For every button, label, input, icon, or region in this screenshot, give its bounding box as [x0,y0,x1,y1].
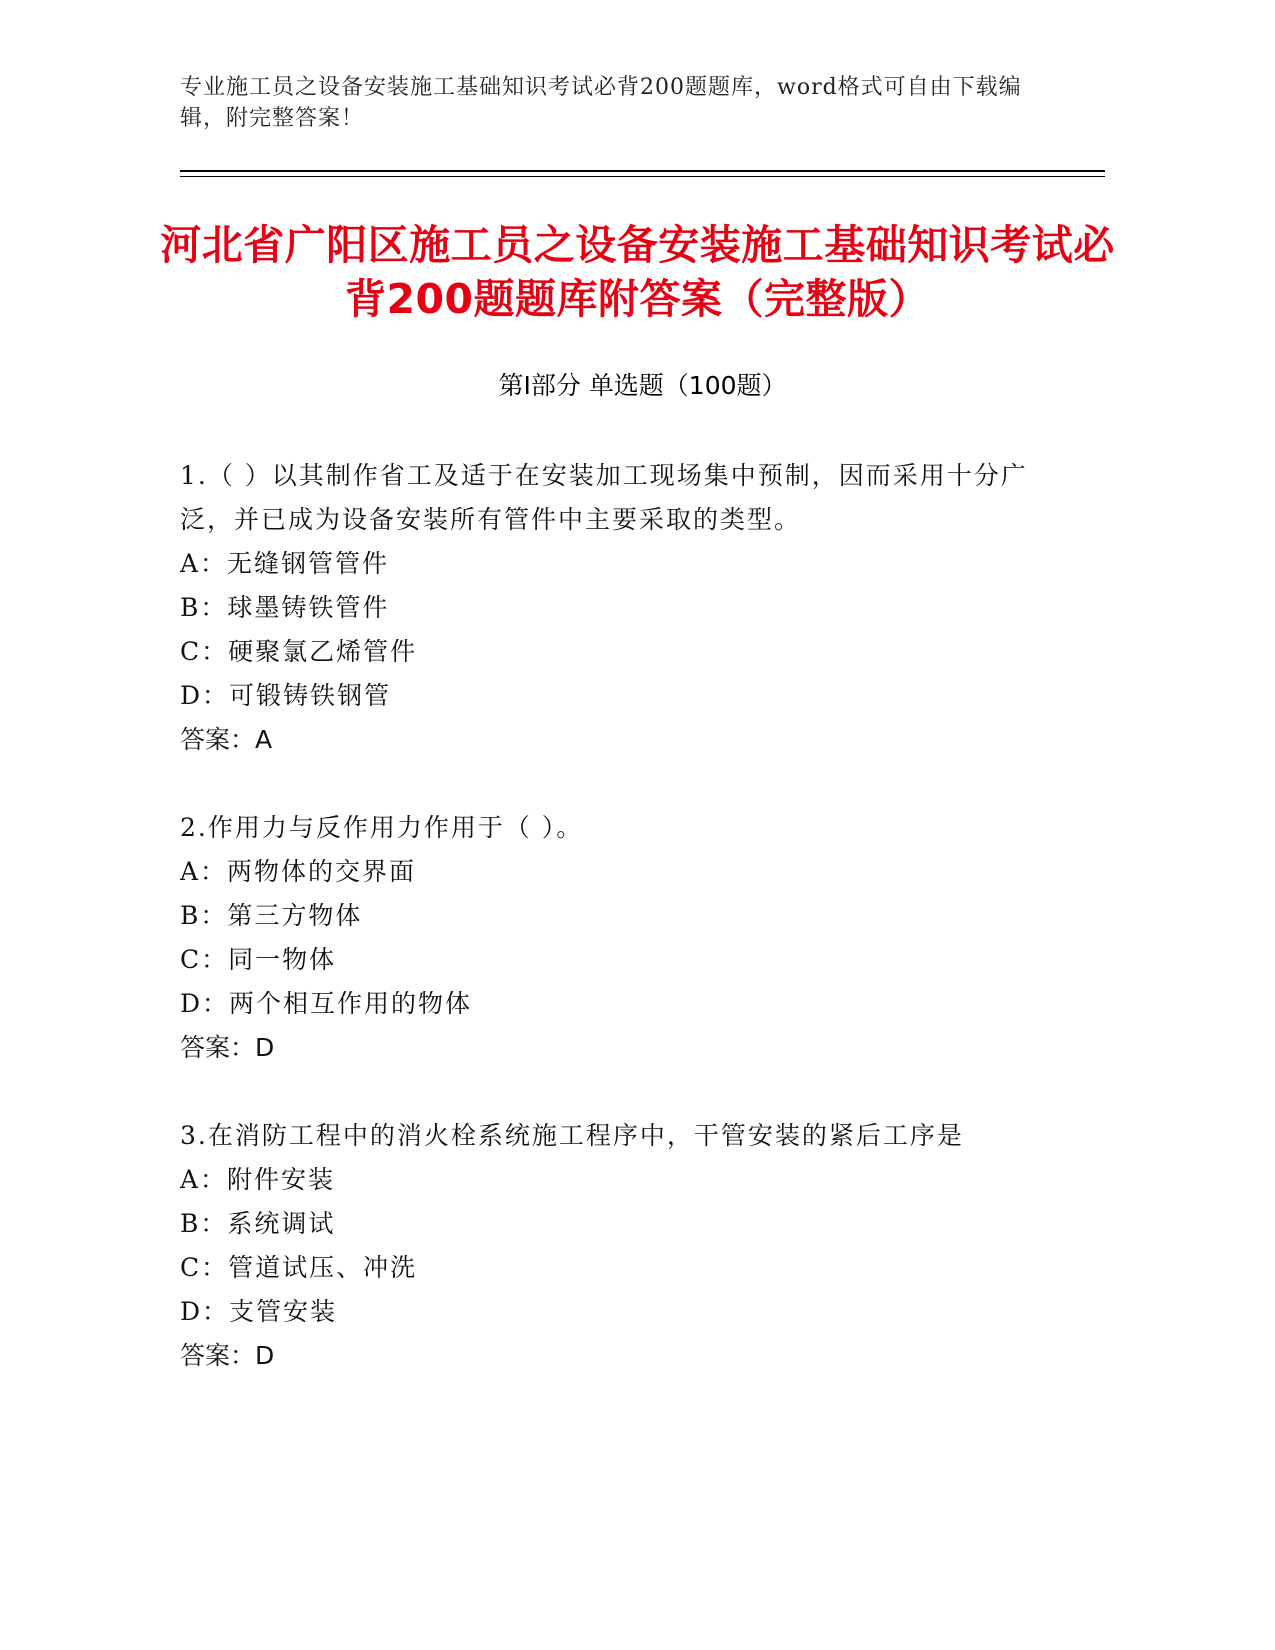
option-a: A：无缝钢管管件 [180,549,390,578]
option-a: A：两物体的交界面 [180,857,417,886]
option-c: C：同一物体 [180,945,337,974]
option-d: D：两个相互作用的物体 [180,989,473,1018]
option-c: C：硬聚氯乙烯管件 [180,637,418,666]
question-1 [180,454,1040,762]
option-c: C：管道试压、冲洗 [180,1253,418,1282]
question-2 [180,806,1040,1070]
option-d: D：可锻铸铁钢管 [180,681,392,710]
option-b: B：第三方物体 [180,901,363,930]
answer: 答案：D [180,1341,275,1370]
header-note: 专业施工员之设备安装施工基础知识考试必背200题题库，word格式可自由下载编辑，附完整答案！ [180,75,1022,131]
question-3 [180,1114,1040,1378]
header-rule-thick [180,170,1105,172]
question-stem: 3.在消防工程中的消火栓系统施工程序中，干管安装的紧后工序是 [180,1121,964,1150]
option-a: A：附件安装 [180,1165,336,1194]
answer: 答案：A [180,725,273,754]
document-title: 河北省广阳区施工员之设备安装施工基础知识考试必背200题题库附答案（完整版） [160,221,1115,323]
option-b: B：球墨铸铁管件 [180,593,390,622]
option-b: B：系统调试 [180,1209,336,1238]
question-stem: 1.（ ）以其制作省工及适于在安装加工现场集中预制，因而采用十分广泛，并已成为设备安装所有管件中主要采取的类型。 [180,461,1028,534]
header-rule-thin [180,176,1105,177]
question-stem: 2.作用力与反作用力作用于（ ）。 [180,813,584,842]
option-d: D：支管安装 [180,1297,338,1326]
answer: 答案：D [180,1033,275,1062]
section-title: 第Ⅰ部分 单选题（100题） [498,371,787,400]
question-list [180,454,1040,1422]
